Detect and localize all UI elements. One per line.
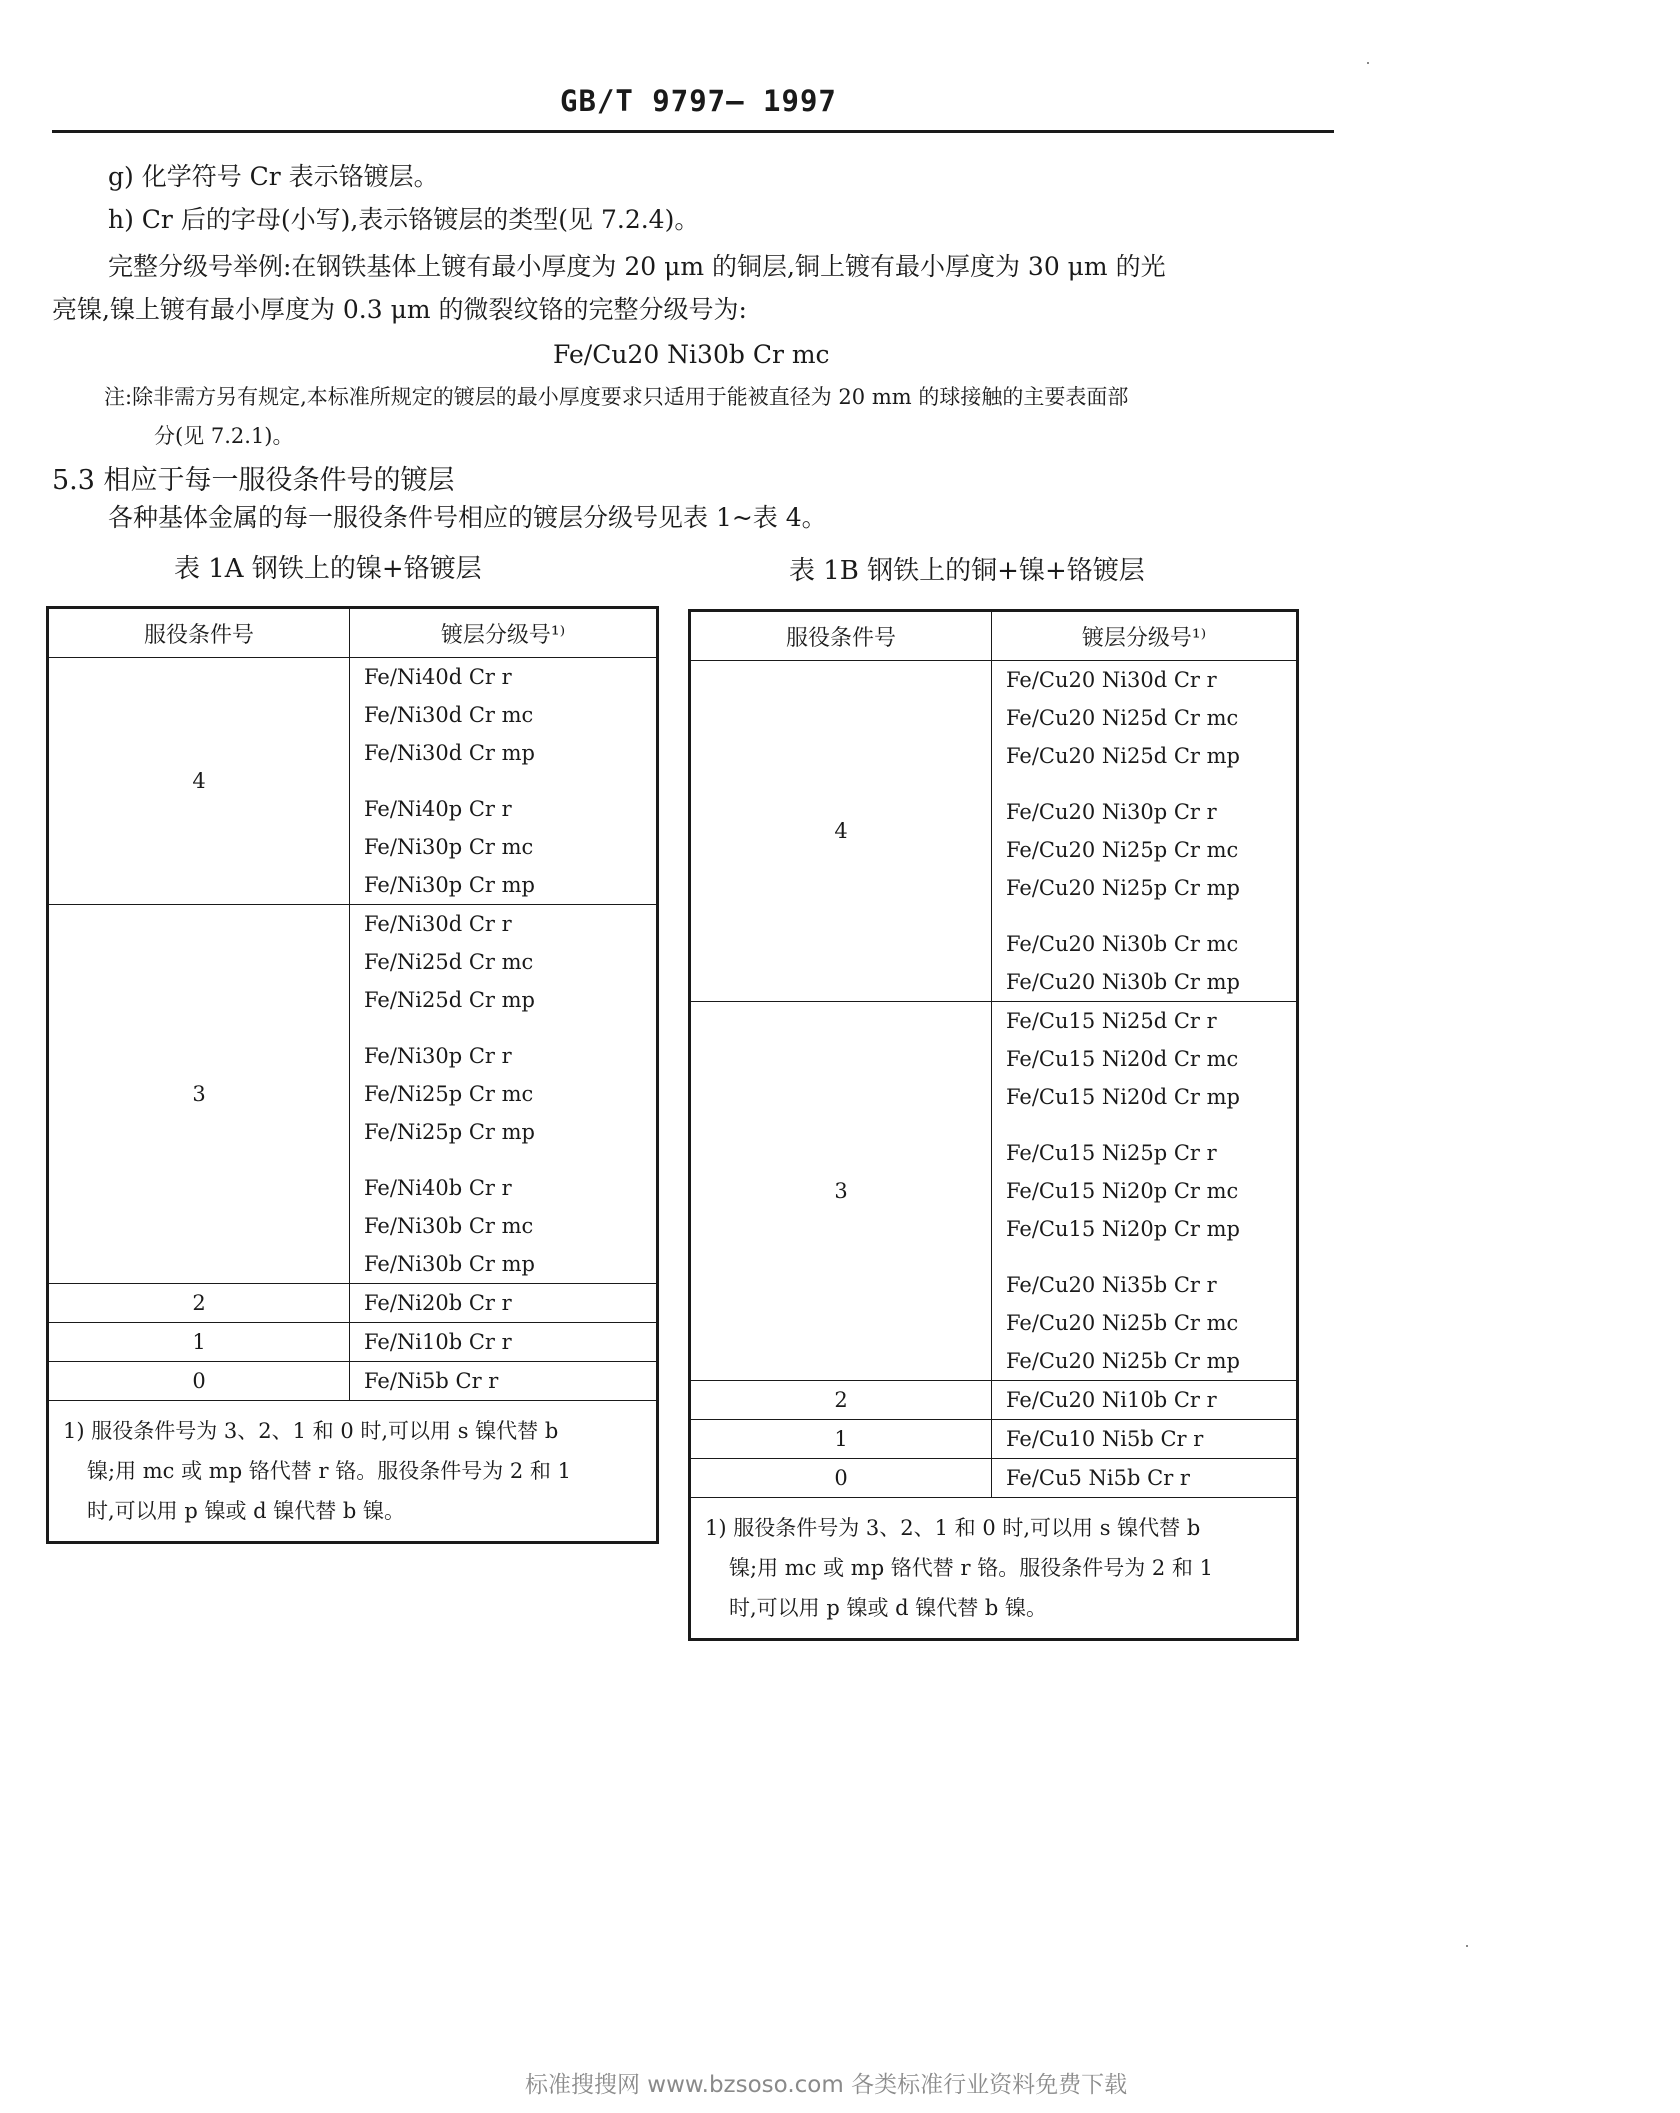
coating-codes-cell [350, 1362, 658, 1401]
service-condition-cell: 4 [690, 661, 992, 1002]
coating-code: Fe/Cu15 Ni25p Cr r [1006, 1141, 1217, 1165]
service-condition-cell: 4 [48, 658, 350, 905]
coating-code: Fe/Ni30d Cr mc [364, 703, 534, 727]
coating-code: Fe/Cu15 Ni20p Cr mp [1006, 1217, 1240, 1241]
group-spacer [1006, 907, 1296, 925]
service-condition-cell: 3 [48, 905, 350, 1284]
coating-codes-cell [350, 658, 658, 905]
coating-code: Fe/Cu5 Ni5b Cr r [1006, 1466, 1190, 1490]
coating-code: Fe/Ni30d Cr r [364, 912, 512, 936]
item-g: g) 化学符号 Cr 表示铬镀层。 [108, 162, 439, 191]
table-row [690, 1002, 1298, 1381]
group-spacer [1006, 1116, 1296, 1134]
coating-codes-cell [992, 1459, 1298, 1498]
coating-code: Fe/Cu10 Ni5b Cr r [1006, 1427, 1204, 1451]
table-row [690, 1459, 1298, 1498]
service-condition-cell: 2 [690, 1381, 992, 1420]
coating-code: Fe/Cu20 Ni35b Cr r [1006, 1273, 1217, 1297]
header-rule [52, 130, 1334, 133]
footnote-line: 1) 服役条件号为 3、2、1 和 0 时,可以用 s 镍代替 b [63, 1419, 559, 1443]
coating-codes-cell [992, 1381, 1298, 1420]
coating-code: Fe/Cu20 Ni25b Cr mp [1006, 1349, 1240, 1373]
table-footnote [690, 1498, 1298, 1640]
coating-code: Fe/Ni25p Cr mc [364, 1082, 534, 1106]
coating-code: Fe/Ni30d Cr mp [364, 741, 535, 765]
section-text: 各种基体金属的每一服役条件号相应的镀层分级号见表 1~表 4。 [108, 503, 827, 532]
coating-code: Fe/Cu15 Ni25d Cr r [1006, 1009, 1217, 1033]
service-condition-cell: 1 [690, 1420, 992, 1459]
footnote-line: 时,可以用 p 镍或 d 镍代替 b 镍。 [87, 1499, 406, 1523]
table-row [48, 1284, 658, 1323]
coating-code: Fe/Cu20 Ni30b Cr mc [1006, 932, 1239, 956]
coating-code: Fe/Ni30b Cr mp [364, 1252, 535, 1276]
footnote-line: 1) 服役条件号为 3、2、1 和 0 时,可以用 s 镍代替 b [705, 1516, 1201, 1540]
group-spacer [364, 1019, 656, 1037]
coating-code: Fe/Cu20 Ni25d Cr mp [1006, 744, 1240, 768]
item-h: h) Cr 后的字母(小写),表示铬镀层的类型(见 7.2.4)。 [108, 205, 700, 234]
table-row [48, 658, 658, 905]
coating-code: Fe/Cu20 Ni30d Cr r [1006, 668, 1217, 692]
table-1a-caption: 表 1A 钢铁上的镍+铬镀层 [174, 554, 482, 584]
table-row [690, 661, 1298, 1002]
scan-speck [1367, 62, 1369, 64]
footnote-line: 镍;用 mc 或 mp 铬代替 r 铬。服役条件号为 2 和 1 [729, 1556, 1213, 1580]
coating-code: Fe/Ni20b Cr r [364, 1291, 512, 1315]
coating-code: Fe/Cu15 Ni20d Cr mc [1006, 1047, 1239, 1071]
column-header-code: 镀层分级号¹⁾ [992, 611, 1298, 661]
coating-code: Fe/Ni30p Cr mp [364, 873, 535, 897]
coating-codes-cell [350, 1323, 658, 1362]
coating-code: Fe/Ni40d Cr r [364, 665, 512, 689]
coating-code: Fe/Ni40b Cr r [364, 1176, 512, 1200]
coating-code: Fe/Ni25d Cr mc [364, 950, 534, 974]
coating-code: Fe/Ni25d Cr mp [364, 988, 535, 1012]
coating-code: Fe/Cu20 Ni25d Cr mc [1006, 706, 1239, 730]
table-1a [46, 606, 659, 1544]
service-condition-cell: 1 [48, 1323, 350, 1362]
note-line-2: 分(见 7.2.1)。 [154, 424, 294, 448]
coating-code: Fe/Cu20 Ni30p Cr r [1006, 800, 1217, 824]
table-row [690, 1420, 1298, 1459]
group-spacer [364, 772, 656, 790]
table-footnote [48, 1401, 658, 1543]
group-spacer [364, 1151, 656, 1169]
coating-code: Fe/Ni40p Cr r [364, 797, 512, 821]
footnote-line: 镍;用 mc 或 mp 铬代替 r 铬。服役条件号为 2 和 1 [87, 1459, 571, 1483]
column-header-condition: 服役条件号 [690, 611, 992, 661]
service-condition-cell: 0 [48, 1362, 350, 1401]
table-row [48, 1323, 658, 1362]
coating-code: Fe/Ni30p Cr r [364, 1044, 512, 1068]
scan-speck [1466, 1945, 1468, 1947]
table-1b-caption: 表 1B 钢铁上的铜+镍+铬镀层 [789, 556, 1145, 586]
footnote-line: 时,可以用 p 镍或 d 镍代替 b 镍。 [729, 1596, 1048, 1620]
coating-code: Fe/Cu20 Ni10b Cr r [1006, 1388, 1217, 1412]
coating-codes-cell [350, 1284, 658, 1323]
coating-codes-cell [992, 661, 1298, 1002]
coating-code: Fe/Cu20 Ni25p Cr mp [1006, 876, 1240, 900]
column-header-code: 镀层分级号¹⁾ [350, 608, 658, 658]
coating-code: Fe/Ni30p Cr mc [364, 835, 534, 859]
service-condition-cell: 0 [690, 1459, 992, 1498]
coating-codes-cell [992, 1420, 1298, 1459]
service-condition-cell: 3 [690, 1002, 992, 1381]
document-header-title: GB/T 9797— 1997 [560, 84, 837, 118]
coating-code: Fe/Cu15 Ni20d Cr mp [1006, 1085, 1240, 1109]
coating-code: Fe/Cu20 Ni25b Cr mc [1006, 1311, 1239, 1335]
note-line-1: 注:除非需方另有规定,本标准所规定的镀层的最小厚度要求只适用于能被直径为 20 mm 的球接触的主要表面部 [104, 385, 1129, 409]
coating-code: Fe/Cu20 Ni25p Cr mc [1006, 838, 1239, 862]
footer-watermark: 标准搜搜网 www.bzsoso.com 各类标准行业资料免费下载 [525, 2072, 1128, 2098]
group-spacer [1006, 1248, 1296, 1266]
coating-codes-cell [350, 905, 658, 1284]
footnote-row [48, 1401, 658, 1543]
coating-code: Fe/Ni25p Cr mp [364, 1120, 535, 1144]
section-heading: 5.3 相应于每一服役条件号的镀层 [52, 465, 455, 496]
table-row [48, 1362, 658, 1401]
coating-codes-cell [992, 1002, 1298, 1381]
coating-code: Fe/Ni5b Cr r [364, 1369, 499, 1393]
coating-code: Fe/Cu15 Ni20p Cr mc [1006, 1179, 1239, 1203]
footnote-row [690, 1498, 1298, 1640]
group-spacer [1006, 775, 1296, 793]
column-header-condition: 服役条件号 [48, 608, 350, 658]
table-row [690, 1381, 1298, 1420]
coating-code: Fe/Ni30b Cr mc [364, 1214, 534, 1238]
service-condition-cell: 2 [48, 1284, 350, 1323]
table-1b [688, 609, 1299, 1641]
example-line-1: 完整分级号举例:在钢铁基体上镀有最小厚度为 20 μm 的铜层,铜上镀有最小厚度为 30 μm 的光 [108, 252, 1166, 281]
table-row [48, 905, 658, 1284]
example-code: Fe/Cu20 Ni30b Cr mc [553, 340, 830, 369]
coating-code: Fe/Ni10b Cr r [364, 1330, 512, 1354]
coating-code: Fe/Cu20 Ni30b Cr mp [1006, 970, 1240, 994]
example-line-2: 亮镍,镍上镀有最小厚度为 0.3 μm 的微裂纹铬的完整分级号为: [52, 295, 747, 324]
